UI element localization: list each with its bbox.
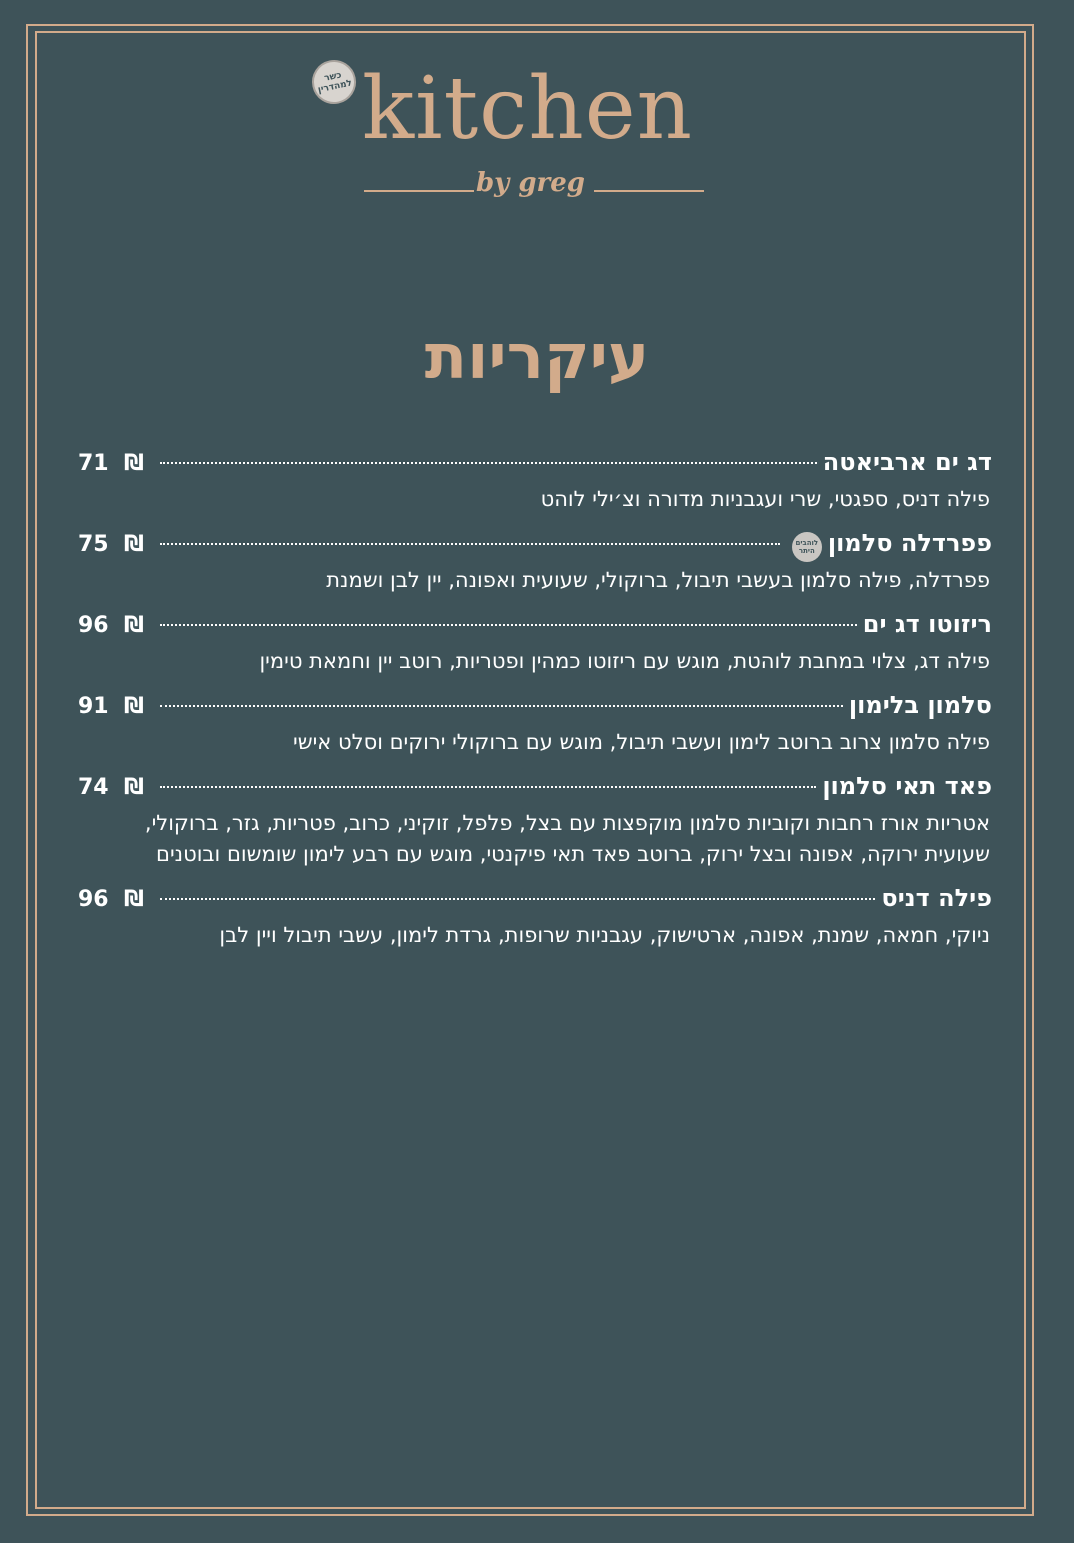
kosher-badge: כשר למהדרין	[308, 56, 360, 108]
section-title: עיקריות	[424, 320, 650, 393]
price-value: 74	[78, 775, 109, 800]
shekel-icon: ₪	[123, 775, 144, 800]
menu-item-name: פילה דניס	[881, 884, 992, 912]
dot-leader	[160, 705, 843, 707]
menu-item	[78, 610, 992, 677]
menu-item-description: פילה דניס, ספגטי, שרי ועגבניות מדורה וצ׳ילי לוהט	[540, 487, 990, 511]
price-value: 75	[78, 532, 109, 557]
dot-leader	[160, 898, 876, 900]
menu-item-name: ריזוטו דג ים	[862, 610, 992, 638]
menu-list	[78, 448, 992, 965]
menu-item-name: פאד תאי סלמון	[822, 772, 992, 800]
menu-item-price	[78, 694, 144, 719]
menu-item-description: פילה דג, צלוי במחבת לוהטת, מוגש עם ריזוטו כמהין ופטריות, רוטב יין וחמאת טימין	[259, 649, 990, 673]
menu-item-description: פילה סלמון צרוב ברוטב לימון ועשבי תיבול, מוגש עם ברוקולי ירוקים וסלט אישי	[293, 730, 990, 754]
logo-rule-left	[364, 190, 474, 192]
menu-item	[78, 691, 992, 758]
logo-subtitle: by greg	[476, 168, 585, 198]
menu-item-header	[78, 448, 992, 484]
menu-item-price	[78, 775, 144, 800]
recommended-badge-icon: לוהבים היתר	[792, 532, 822, 562]
logo-wordmark: kitchen	[362, 59, 694, 159]
dot-leader	[160, 624, 857, 626]
menu-item-price	[78, 613, 144, 638]
menu-item-header	[78, 529, 992, 565]
menu-item-price	[78, 451, 144, 476]
menu-item-name: סלמון בלימון	[848, 691, 992, 719]
shekel-icon: ₪	[123, 887, 144, 912]
dot-leader	[160, 786, 816, 788]
price-value: 71	[78, 451, 109, 476]
menu-item-header	[78, 884, 992, 920]
menu-item-name: פפרדלה סלמון	[827, 529, 992, 557]
menu-item-price	[78, 532, 144, 557]
menu-item	[78, 448, 992, 515]
price-value: 96	[78, 613, 109, 638]
menu-item	[78, 884, 992, 951]
menu-item-header	[78, 772, 992, 808]
logo-rule-right	[594, 190, 704, 192]
menu-item	[78, 529, 992, 596]
dot-leader	[160, 543, 780, 545]
price-value: 91	[78, 694, 109, 719]
menu-item-description: פפרדלה, פילה סלמון בעשבי תיבול, ברוקולי, שעועית ואפונה, יין לבן ושמנת	[326, 568, 990, 592]
price-value: 96	[78, 887, 109, 912]
shekel-icon: ₪	[123, 451, 144, 476]
menu-item-description: אטריות אורז רחבות וקוביות סלמון מוקפצות עם בצל, פלפל, זוקיני, כרוב, פטריות, גזר, ברוקולי, שעועית ירוקה, אפונה ובצל ירוק, ברוטב פאד תאי פיקנטי, מוגש עם רבע לימון שומשום ובוטנים	[144, 811, 990, 866]
restaurant-logo	[0, 0, 1074, 240]
shekel-icon: ₪	[123, 694, 144, 719]
shekel-icon: ₪	[123, 532, 144, 557]
menu-item-header	[78, 691, 992, 727]
menu-item-name: דג ים ארביאטה	[822, 448, 992, 476]
shekel-icon: ₪	[123, 613, 144, 638]
menu-item-price	[78, 887, 144, 912]
menu-item	[78, 772, 992, 870]
menu-item-description: ניוקי, חמאה, שמנת, אפונה, ארטישוק, עגבניות שרופות, גרדת לימון, עשבי תיבול ויין לבן	[219, 923, 990, 947]
dot-leader	[160, 462, 817, 464]
menu-item-header	[78, 610, 992, 646]
